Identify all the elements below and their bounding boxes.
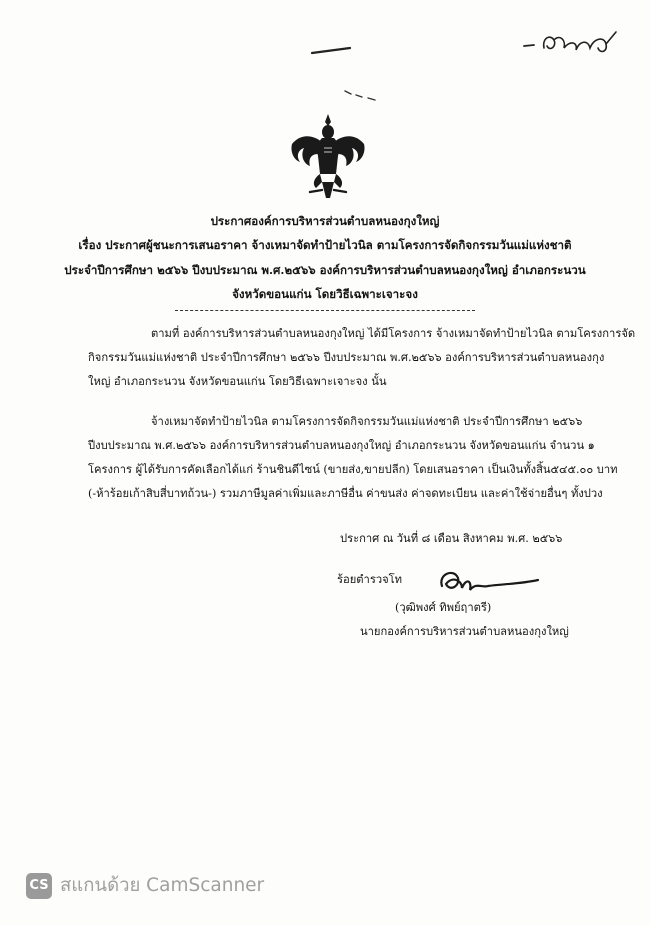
camscanner-watermark: สแกนด้วย CamScanner (60, 875, 265, 896)
paragraph-1-line-1: ตามที่ องค์การบริหารส่วนตำบลหนองกุงใหญ่ ได้มีโครงการ จ้างเหมาจัดทำป้ายไวนิล ตามโครงการจัด (151, 327, 636, 340)
paragraph-2-line-4: (-ห้าร้อยเก้าสิบสี่บาทถ้วน-) รวมภาษีมูลค่าเพิ่มและภาษีอื่น ค่าขนส่ง ค่าจดทะเบียน และค่าใช้จ่ายอื่นๆ ทั้งปวง (88, 487, 603, 500)
signatory-name: (วุฒิพงศ์ ทิพย์ฤาตรี) (395, 601, 492, 614)
paragraph-2-line-1: จ้างเหมาจัดทำป้ายไวนิล ตามโครงการจัดกิจกรรมวันแม่แห่งชาติ ประจำปีการศึกษา ๒๕๖๖ (151, 415, 583, 428)
handwritten-dash-mark (310, 44, 352, 56)
paragraph-1-line-2: กิจกรรมวันแม่แห่งชาติ ประจำปีการศึกษา ๒๕๖๖ ปีงบประมาณ พ.ศ.๒๕๖๖ องค์การบริหารส่วนตำบลหนองกุง (88, 351, 605, 364)
handwritten-tick-marks (342, 88, 382, 104)
announcement-title: ประกาศองค์การบริหารส่วนตำบลหนองกุงใหญ่ (210, 214, 440, 228)
handwritten-signature (432, 564, 542, 602)
paragraph-1-line-3: ใหญ่ อำเภอกระนวน จังหวัดขอนแก่น โดยวิธีเฉพาะเจาะจง นั้น (88, 375, 387, 388)
separator-line (175, 310, 475, 311)
paragraph-2-line-2: ปีงบประมาณ พ.ศ.๒๕๖๖ องค์การบริหารส่วนตำบลหนองกุงใหญ่ อำเภอกระนวน จังหวัดขอนแก่น จำนวน ๑ (88, 439, 595, 452)
paragraph-2-line-3: โครงการ ผู้ได้รับการคัดเลือกได้แก่ ร้านชินดีไซน์ (ขายส่ง,ขายปลีก) โดยเสนอราคา เป็นเงินทั้งสิ้น๕๔๕.๐๐ บาท (88, 463, 618, 476)
subject-line-3: จังหวัดขอนแก่น โดยวิธีเฉพาะเจาะจง (232, 287, 418, 301)
signatory-rank: ร้อยตำรวจโท (337, 573, 403, 586)
signatory-position: นายกองค์การบริหารส่วนตำบลหนองกุงใหญ่ (360, 625, 569, 638)
handwritten-top-right-note (520, 26, 620, 60)
subject-line-1: เรื่อง ประกาศผู้ชนะการเสนอราคา จ้างเหมาจัดทำป้ายไวนิล ตามโครงการจัดกิจกรรมวันแม่แห่งชาติ (78, 238, 572, 252)
announcement-date: ประกาศ ณ วันที่ ๘ เดือน สิงหาคม พ.ศ. ๒๕๖๖ (340, 532, 563, 545)
subject-line-2: ประจำปีการศึกษา ๒๕๖๖ ปีงบประมาณ พ.ศ.๒๕๖๖ องค์การบริหารส่วนตำบลหนองกุงใหญ่ อำเภอกระนวน (64, 263, 586, 277)
garuda-emblem-icon (286, 112, 370, 202)
camscanner-logo-icon: CS (26, 873, 52, 899)
